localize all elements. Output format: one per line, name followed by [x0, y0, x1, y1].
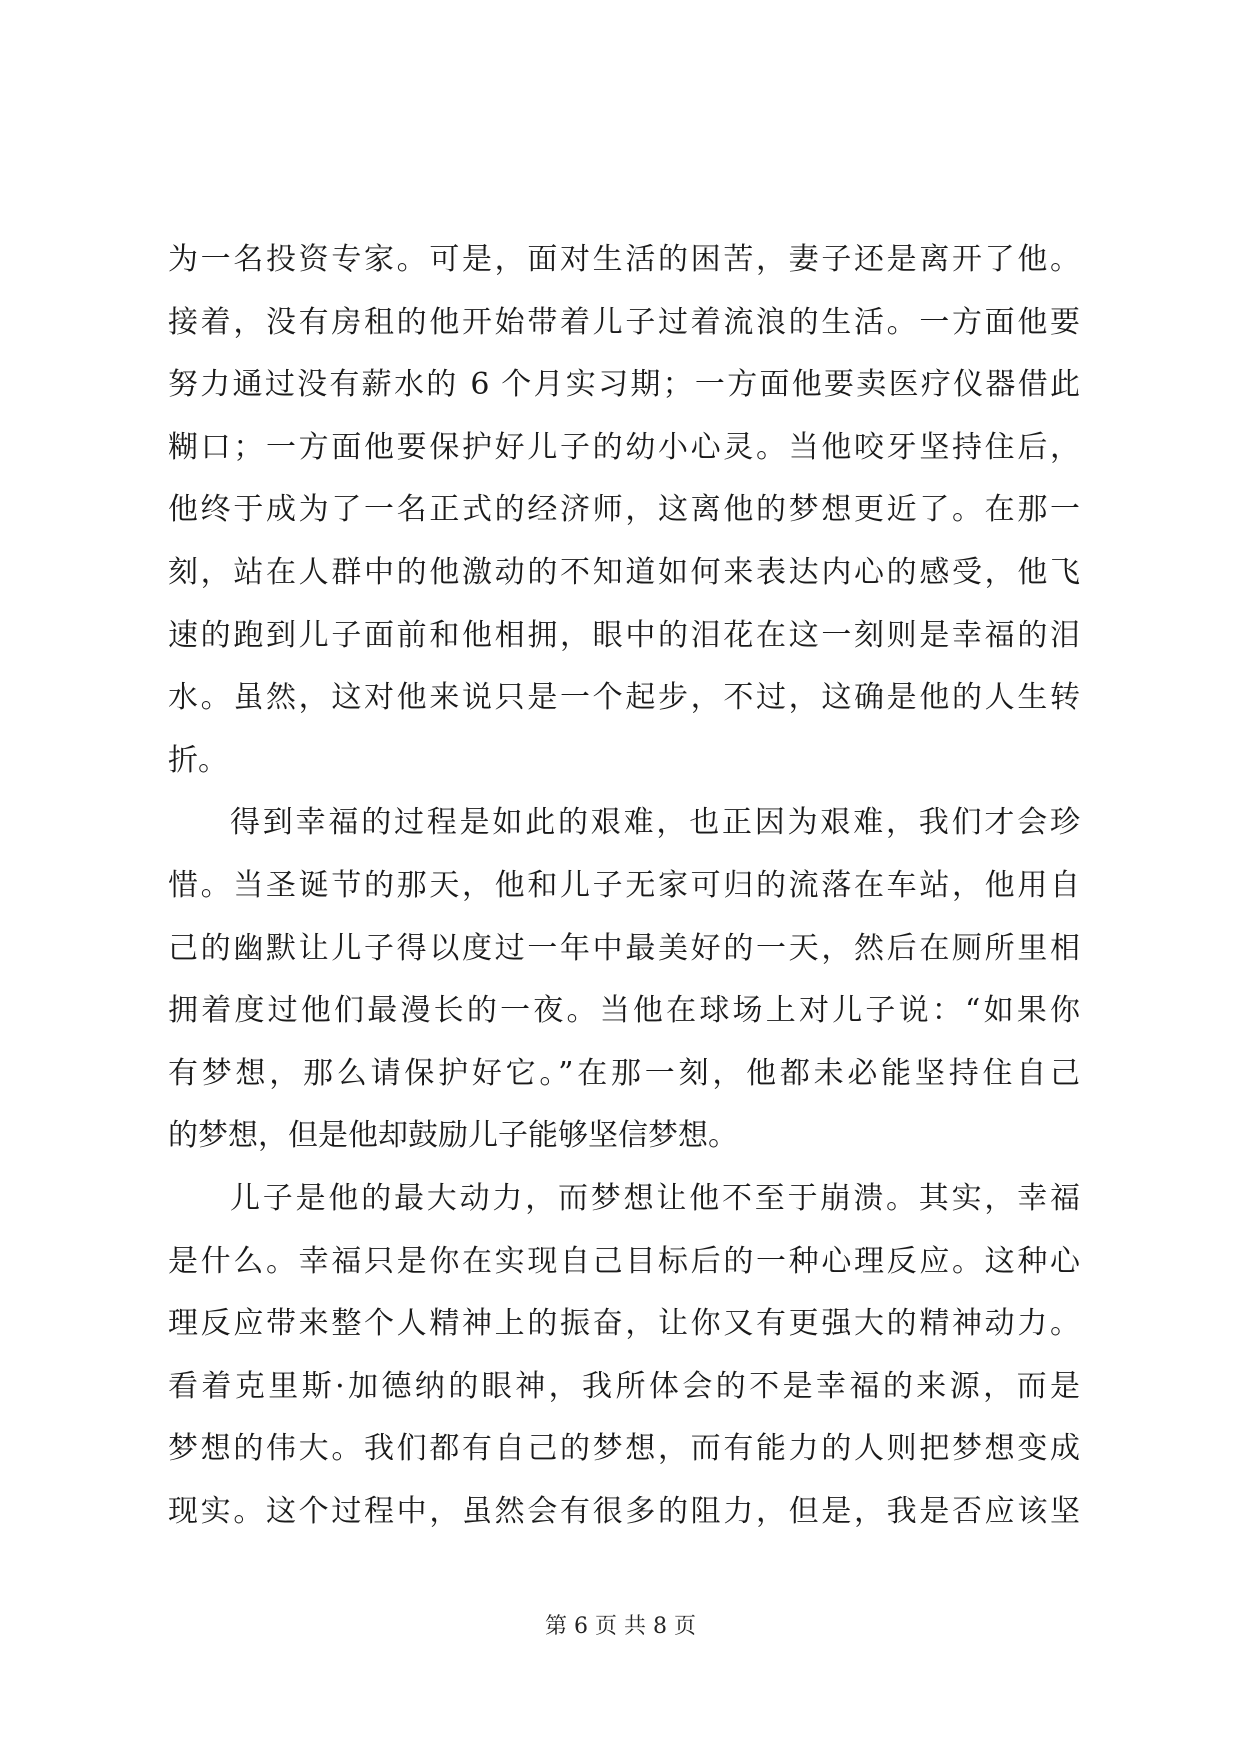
- text-line: 接着，没有房租的他开始带着儿子过着流浪的生活。一方面他要: [168, 304, 1080, 340]
- text-line: 为一名投资专家。可是，面对生活的困苦，妻子还是离开了他。: [168, 242, 1080, 277]
- text-line: 儿子是他的最大动力，而梦想让他不至于崩溃。其实，幸福: [230, 1180, 1080, 1216]
- text-line: 得到幸福的过程是如此的艰难，也正因为艰难，我们才会珍: [230, 805, 1080, 841]
- text-line: 糊口；一方面他要保护好儿子的幼小心灵。当他咬牙坚持住后，: [168, 429, 1080, 465]
- text-line: 速的跑到儿子面前和他相拥，眼中的泪花在这一刻则是幸福的泪: [168, 617, 1080, 653]
- document-body: [168, 229, 1080, 1543]
- text-line: 拥着度过他们最漫长的一夜。当他在球场上对儿子说：“如果你: [168, 993, 1080, 1029]
- text-line: 是什么。幸福只是你在实现自己目标后的一种心理反应。这种心: [168, 1243, 1080, 1279]
- page-footer: 第 6 页 共 8 页: [545, 1614, 696, 1639]
- text-line: 梦想的伟大。我们都有自己的梦想，而有能力的人则把梦想变成: [168, 1431, 1080, 1467]
- text-line: 他终于成为了一名正式的经济师，这离他的梦想更近了。在那一: [168, 492, 1080, 528]
- text-line: 现实。这个过程中，虽然会有很多的阻力，但是，我是否应该坚: [168, 1493, 1080, 1529]
- text-line: 有梦想，那么请保护好它。”在那一刻，他都未必能坚持住自己: [168, 1055, 1080, 1091]
- text-line: 折。: [168, 742, 228, 778]
- text-line: 的梦想，但是他却鼓励儿子能够坚信梦想。: [168, 1118, 738, 1154]
- text-line: 己的幽默让儿子得以度过一年中最美好的一天，然后在厕所里相: [168, 930, 1080, 966]
- text-line: 看着克里斯·加德纳的眼神，我所体会的不是幸福的来源，而是: [168, 1368, 1080, 1404]
- text-line: 刻，站在人群中的他激动的不知道如何来表达内心的感受，他飞: [168, 554, 1080, 590]
- text-line: 惜。当圣诞节的那天，他和儿子无家可归的流落在车站，他用自: [168, 867, 1080, 903]
- text-line: 理反应带来整个人精神上的振奋，让你又有更强大的精神动力。: [168, 1306, 1080, 1342]
- text-line: 努力通过没有薪水的 6 个月实习期；一方面他要卖医疗仪器借此: [168, 367, 1080, 403]
- text-line: 水。虽然，这对他来说只是一个起步，不过，这确是他的人生转: [168, 680, 1080, 716]
